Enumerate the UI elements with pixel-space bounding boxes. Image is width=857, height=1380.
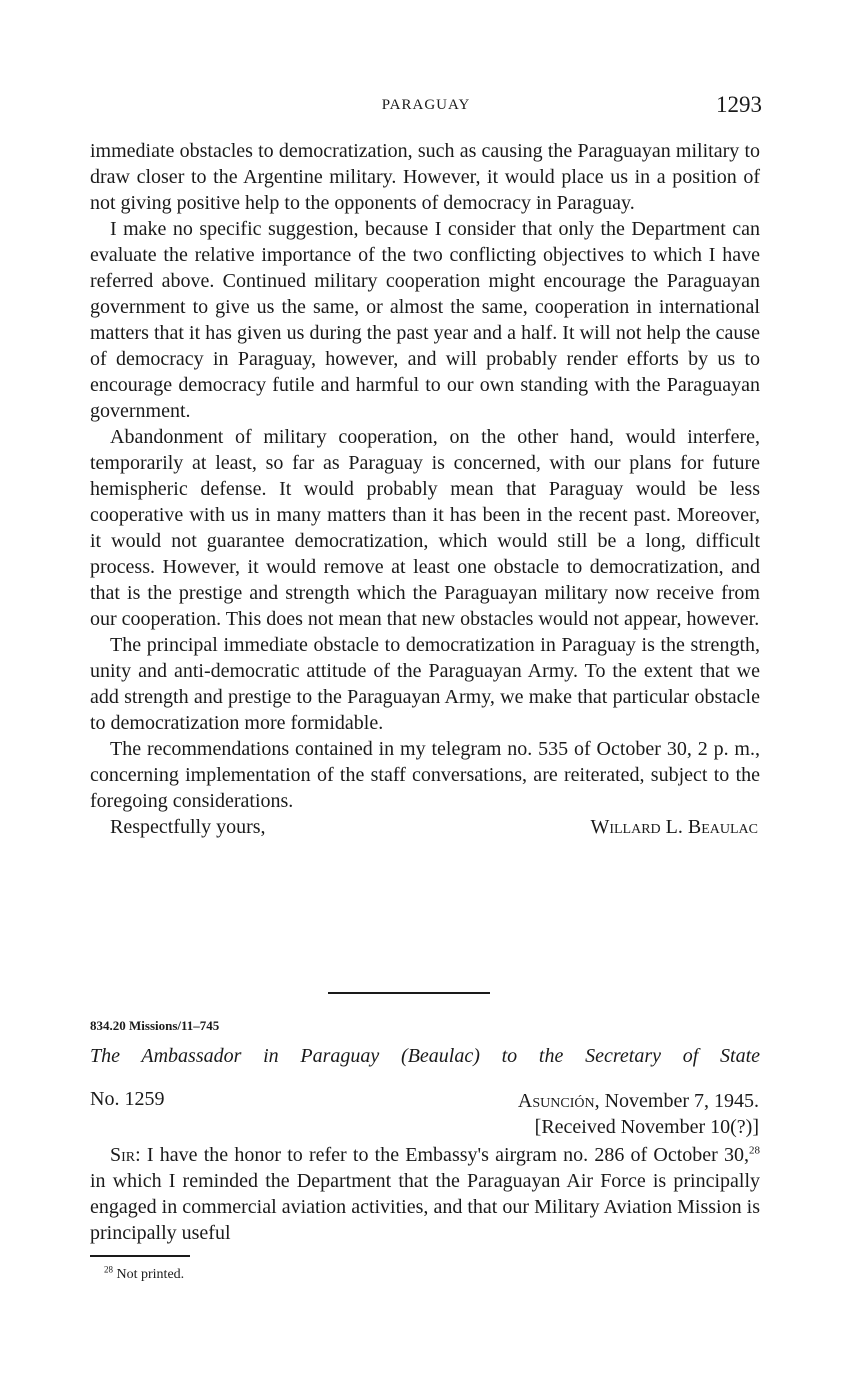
dateline	[459, 1088, 759, 1140]
body-text	[90, 138, 760, 840]
date-line	[459, 1088, 759, 1114]
paragraph-continued: immediate obstacles to democratization, such as causing the Paraguayan military to draw closer to the Argentine military. However, it would place us in a position of not giving positive help to the opponents of democracy in Paraguay.	[90, 140, 760, 214]
section-divider	[328, 992, 490, 994]
paragraph: Abandonment of military cooperation, on the other hand, would interfere, temporarily at least, so far as Paraguay is concerned, with our plans for future hemispheric defense. It would probably mean that Paraguay would be less cooperative with us in many matters than it has been in the recent past. Moreover, it would not guarantee democratization, which would still be a long, difficult process. However, it would remove at least one obstacle to democratization, and that is the prestige and strength which the Paraguayan military now receive from our cooperation. This does not mean that new obstacles would not appear, however.	[90, 426, 760, 630]
footnote	[104, 1264, 185, 1283]
paragraph: I make no specific suggestion, because I consider that only the Department can evaluate the relative importance of the two conflicting objectives to which I have referred above. Continued military cooperation might encourage the Paraguayan government to give us the same, or almost the same, cooperation in international matters that it has given us during the past year and a half. It will not help the cause of democracy in Paraguay, however, and will probably render efforts by us to encourage democracy futile and harmful to our own standing with the Paraguayan government.	[90, 218, 760, 422]
page-number: 1293	[716, 92, 762, 117]
letter-paragraph	[90, 1142, 760, 1246]
letter-body	[90, 1142, 760, 1246]
footnote-text: Not printed.	[116, 1267, 185, 1282]
complimentary-close: Respectfully yours,	[110, 816, 266, 838]
footnote-divider	[90, 1255, 190, 1257]
date: November 7, 1945.	[604, 1090, 759, 1112]
salutation: Sir:	[110, 1144, 141, 1166]
document-number: No. 1259	[90, 1088, 165, 1110]
letter-text-continued: in which I reminded the Department that the Paraguayan Air Force is principally engaged in commercial aviation activities, and that our Military Aviation Mission is principally useful	[90, 1170, 760, 1244]
running-head	[90, 92, 762, 122]
document-title: The Ambassador in Paraguay (Beaulac) to the Secretary of State	[90, 1045, 760, 1067]
place: Asunción,	[517, 1090, 600, 1112]
footnote-marker: 28	[749, 1144, 760, 1157]
file-reference: 834.20 Missions/11–745	[90, 1018, 220, 1033]
closing-line	[90, 814, 760, 840]
received-line: [Received November 10(?)]	[534, 1116, 759, 1138]
running-title: PARAGUAY	[381, 97, 471, 113]
paragraph: The recommendations contained in my telegram no. 535 of October 30, 2 p. m., concerning implementation of the staff conversations, are reiterated, subject to the foregoing considerations.	[90, 738, 760, 812]
footnote-number: 28	[104, 1264, 113, 1275]
letter-text: I have the honor to refer to the Embassy's airgram no. 286 of October 30,	[146, 1144, 749, 1166]
paragraph: The principal immediate obstacle to democratization in Paraguay is the strength, unity and anti-democratic attitude of the Paraguayan Army. To the extent that we add strength and prestige to the Paraguayan Army, we make that particular obstacle to democratization more formidable.	[90, 634, 760, 734]
signature: Willard L. Beaulac	[590, 816, 758, 838]
